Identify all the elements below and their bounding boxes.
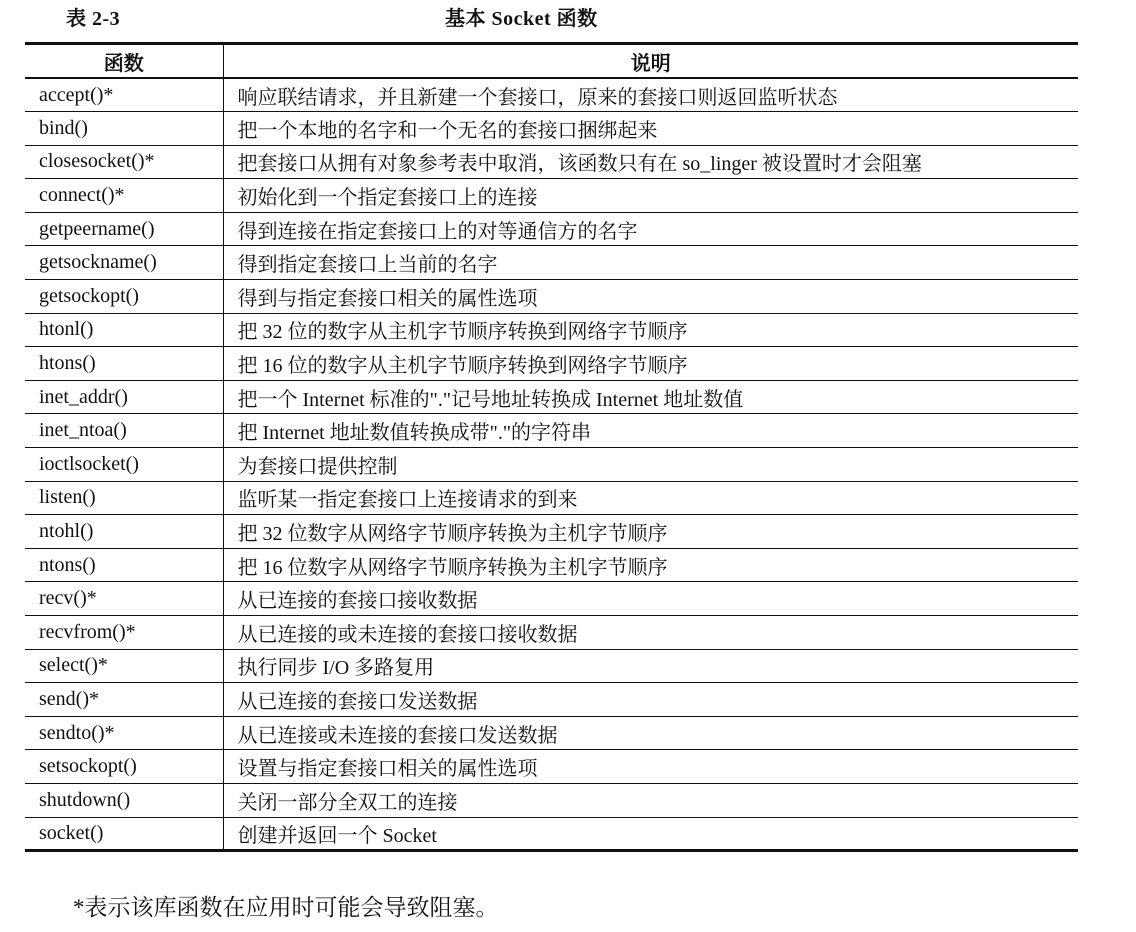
table-title: 基本 Socket 函数 <box>445 8 598 30</box>
function-name-cell: sendto()* <box>25 716 223 750</box>
function-description-cell: 关闭一部分全双工的连接 <box>237 791 458 814</box>
function-name-cell: socket() <box>25 817 223 851</box>
function-name-cell: ioctlsocket() <box>25 448 223 482</box>
table-row <box>25 78 1078 112</box>
table-row <box>25 649 1078 683</box>
function-description-cell: 把 16 位的数字从主机字节顺序转换到网络字节顺序 <box>237 355 688 378</box>
table-row <box>25 515 1078 549</box>
function-description-cell: 从已连接的套接口接收数据 <box>237 590 478 613</box>
function-description-cell: 得到与指定套接口相关的属性选项 <box>237 287 538 310</box>
function-description-cell: 初始化到一个指定套接口上的连接 <box>237 187 538 210</box>
table-row <box>25 750 1078 784</box>
function-description-cell: 创建并返回一个 Socket <box>237 824 437 847</box>
function-description-cell: 响应联结请求，并且新建一个套接口，原来的套接口则返回监听状态 <box>237 86 838 109</box>
table-row <box>25 313 1078 347</box>
function-description-cell: 设置与指定套接口相关的属性选项 <box>237 758 538 781</box>
function-description-cell: 把一个本地的名字和一个无名的套接口捆绑起来 <box>237 119 658 142</box>
function-description-cell: 执行同步 I/O 多路复用 <box>237 657 435 680</box>
header-function: 函数 <box>25 44 223 79</box>
function-name-cell: closesocket()* <box>25 145 223 179</box>
table-number-label: 表 2-3 <box>66 8 121 30</box>
function-description-cell: 把 16 位数字从网络字节顺序转换为主机字节顺序 <box>237 556 668 579</box>
table-row <box>25 280 1078 314</box>
table-row <box>25 683 1078 717</box>
table-row <box>25 548 1078 582</box>
function-description-cell: 从已连接的套接口发送数据 <box>237 690 478 713</box>
function-name-cell: send()* <box>25 683 223 717</box>
function-name-cell: select()* <box>25 649 223 683</box>
function-description-cell: 得到指定套接口上当前的名字 <box>237 254 498 277</box>
table-row <box>25 145 1078 179</box>
function-description-cell: 得到连接在指定套接口上的对等通信方的名字 <box>237 220 638 243</box>
function-name-cell: recvfrom()* <box>25 616 223 650</box>
function-description-cell: 把套接口从拥有对象参考表中取消，该函数只有在 so_linger 被设置时才会阻塞 <box>237 153 922 176</box>
function-name-cell: connect()* <box>25 179 223 213</box>
function-description-cell: 把 32 位的数字从主机字节顺序转换到网络字节顺序 <box>237 321 688 344</box>
socket-functions-table <box>25 42 1078 852</box>
table-row <box>25 179 1078 213</box>
table-row <box>25 716 1078 750</box>
table-row <box>25 347 1078 381</box>
function-name-cell: getsockopt() <box>25 280 223 314</box>
function-name-cell: bind() <box>25 112 223 146</box>
function-name-cell: shutdown() <box>25 783 223 817</box>
function-name-cell: setsockopt() <box>25 750 223 784</box>
function-name-cell: htonl() <box>25 313 223 347</box>
table-caption <box>0 0 1136 34</box>
table-row <box>25 817 1078 851</box>
function-name-cell: ntons() <box>25 548 223 582</box>
table-row <box>25 380 1078 414</box>
function-name-cell: inet_ntoa() <box>25 414 223 448</box>
function-name-cell: accept()* <box>25 78 223 112</box>
table-row <box>25 212 1078 246</box>
table-row <box>25 616 1078 650</box>
function-description-cell: 把一个 Internet 标准的"."记号地址转换成 Internet 地址数值 <box>237 388 744 411</box>
table-row <box>25 246 1078 280</box>
footnote: *表示该库函数在应用时可能会导致阻塞。 <box>73 895 499 920</box>
function-name-cell: listen() <box>25 481 223 515</box>
function-name-cell: inet_addr() <box>25 380 223 414</box>
table-row <box>25 448 1078 482</box>
function-name-cell: getsockname() <box>25 246 223 280</box>
table-row <box>25 481 1078 515</box>
table-header-row <box>25 44 1078 79</box>
function-description-cell: 把 32 位数字从网络字节顺序转换为主机字节顺序 <box>237 523 668 546</box>
table-row <box>25 112 1078 146</box>
function-description-cell: 监听某一指定套接口上连接请求的到来 <box>237 489 578 512</box>
function-description-cell: 从已连接的或未连接的套接口接收数据 <box>237 623 578 646</box>
function-name-cell: htons() <box>25 347 223 381</box>
function-description-cell: 为套接口提供控制 <box>237 455 398 478</box>
function-description-cell: 把 Internet 地址数值转换成带"."的字符串 <box>237 422 592 445</box>
table-row <box>25 414 1078 448</box>
header-description: 说明 <box>630 52 671 75</box>
table-row <box>25 582 1078 616</box>
function-name-cell: ntohl() <box>25 515 223 549</box>
function-description-cell: 从已连接或未连接的套接口发送数据 <box>237 724 558 747</box>
table-body <box>25 78 1078 851</box>
table-row <box>25 783 1078 817</box>
function-name-cell: recv()* <box>25 582 223 616</box>
function-name-cell: getpeername() <box>25 212 223 246</box>
